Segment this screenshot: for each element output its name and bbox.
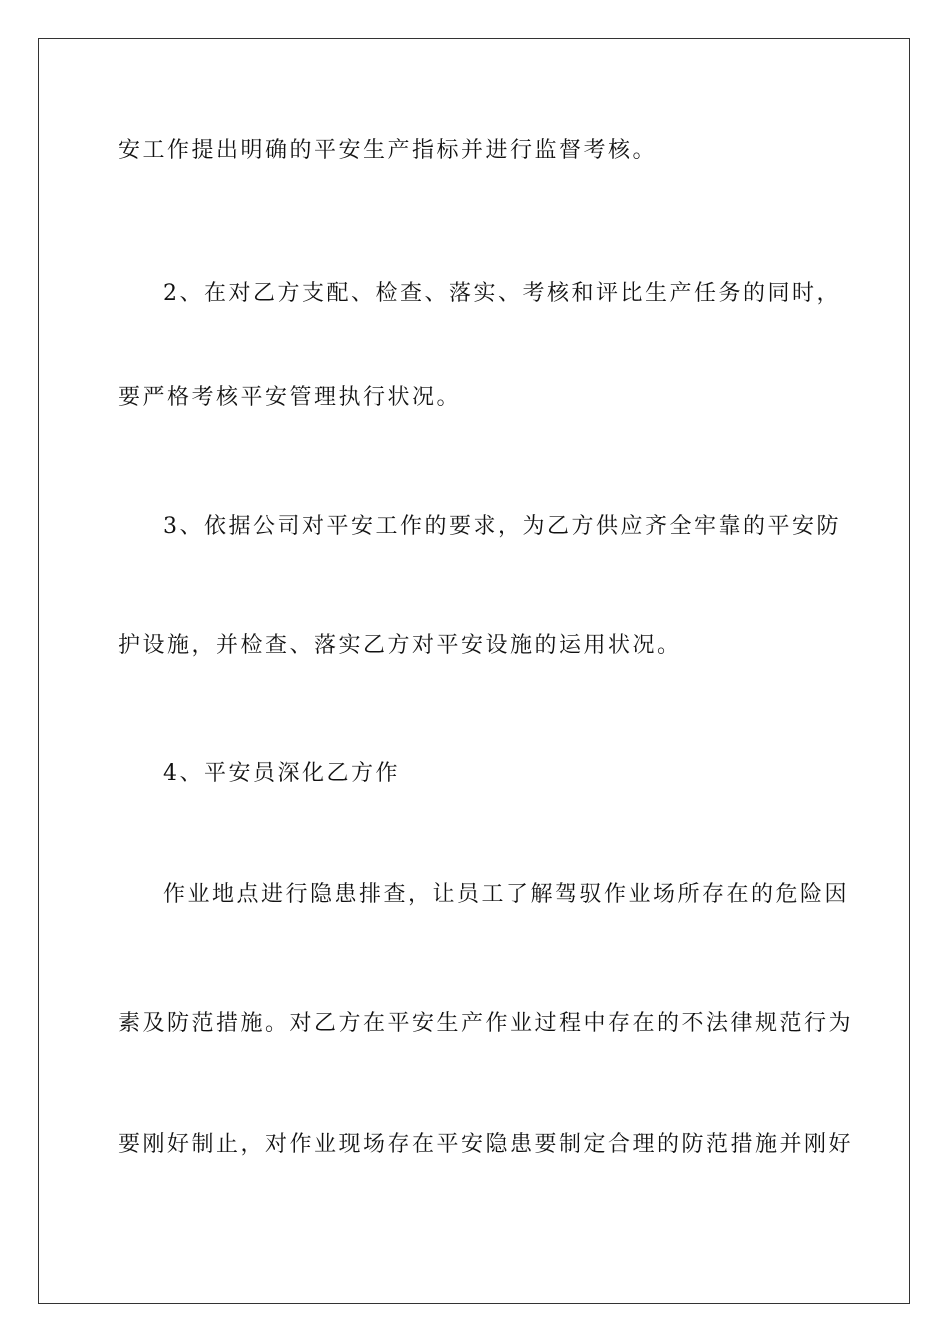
text-line: 4、平安员深化乙方作 — [163, 761, 400, 786]
text-line: 作业地点进行隐患排查，让员工了解驾驭作业场所存在的危险因 — [163, 882, 850, 907]
text-line: 2、在对乙方支配、检查、落实、考核和评比生产任务的同时， — [163, 281, 841, 306]
text-line: 安工作提出明确的平安生产指标并进行监督考核。 — [118, 138, 658, 163]
text-line: 护设施，并检查、落实乙方对平安设施的运用状况。 — [118, 633, 682, 658]
text-line: 3、依据公司对平安工作的要求，为乙方供应齐全牢靠的平安防 — [163, 514, 841, 539]
page-border — [38, 38, 910, 1304]
text-line: 要刚好制止，对作业现场存在平安隐患要制定合理的防范措施并刚好 — [118, 1132, 854, 1157]
text-line: 要严格考核平安管理执行状况。 — [118, 385, 462, 410]
text-line: 素及防范措施。对乙方在平安生产作业过程中存在的不法律规范行为 — [118, 1011, 854, 1036]
